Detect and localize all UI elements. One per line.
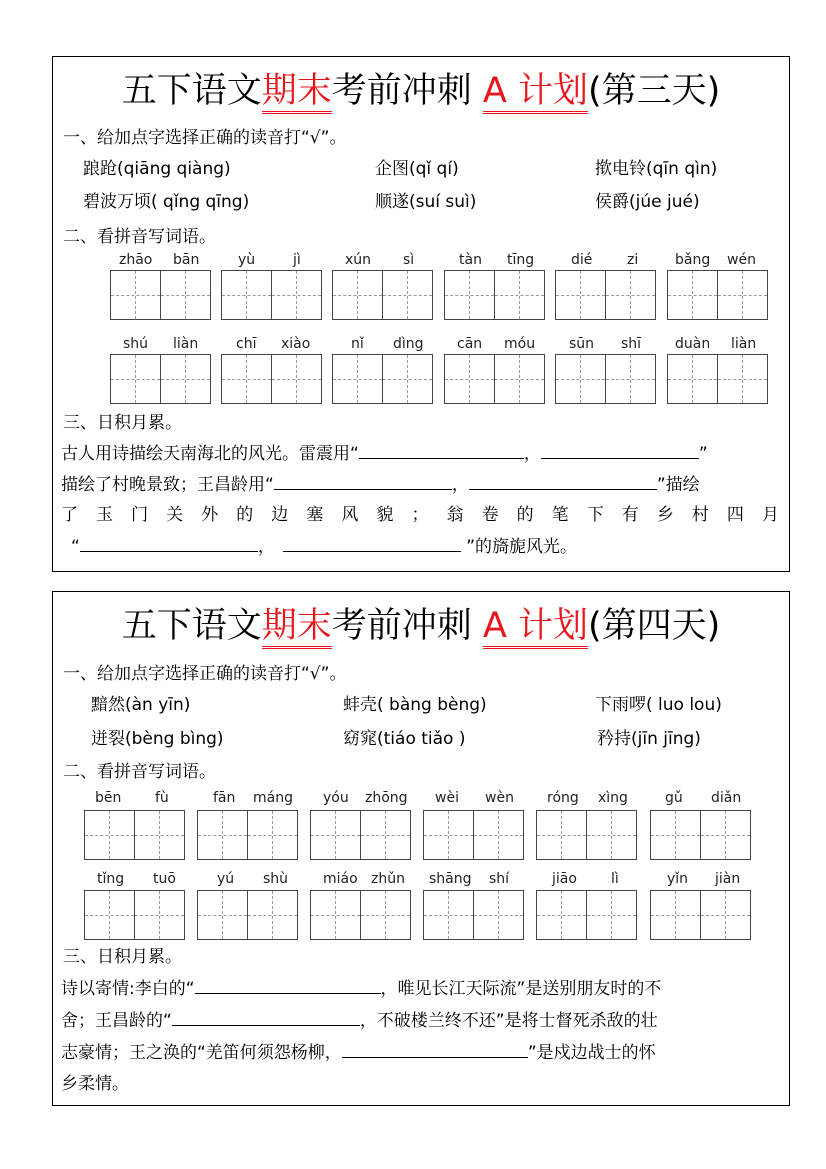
writing-grid[interactable] (332, 270, 433, 320)
char: 卷 (481, 505, 499, 525)
pinyin-label: sì (403, 252, 415, 268)
answer-blank[interactable] (359, 442, 524, 459)
pinyin-label: wèn (485, 790, 514, 806)
section-heading: 三、日积月累。 (63, 947, 182, 967)
fill-in-line (61, 473, 700, 496)
char: 外 (201, 505, 219, 525)
char: 塞 (306, 505, 324, 525)
pinyin-label: wén (727, 252, 756, 268)
pinyin-label: shāng (429, 871, 472, 887)
pinyin-label: jì (293, 252, 301, 268)
pinyin-label: yú (217, 871, 235, 887)
line-text: ， (523, 444, 541, 464)
pinyin-label: xiào (281, 336, 311, 352)
pinyin-label: tàn (459, 252, 482, 268)
pronunciation-option[interactable]: 下雨啰( luo lou) (595, 695, 722, 715)
line-text: 舍；王昌龄的“ (61, 1011, 172, 1031)
pinyin-label: máng (253, 790, 293, 806)
writing-grid[interactable] (667, 270, 768, 320)
pinyin-label: gǔ (665, 790, 683, 806)
title-highlight: 期末 (262, 606, 332, 649)
writing-grid[interactable] (197, 890, 298, 940)
char: ； (411, 505, 429, 525)
line-text: 古人用诗描绘天南海北的风光。雷震用“ (61, 444, 359, 464)
writing-grid[interactable] (221, 354, 322, 404)
pinyin-label: tuō (153, 871, 176, 887)
pinyin-label: zhāo (119, 252, 153, 268)
pinyin-label: shú (123, 336, 149, 352)
char: 貌 (376, 505, 394, 525)
pinyin-label: dìng (393, 336, 424, 352)
pinyin-label: yǐn (667, 871, 689, 887)
pinyin-label: shí (489, 871, 510, 887)
writing-grid[interactable] (650, 810, 751, 860)
pinyin-label: zi (627, 252, 639, 268)
answer-blank[interactable] (469, 473, 657, 490)
char: 的 (516, 505, 534, 525)
pinyin-label: diǎn (711, 790, 742, 806)
fill-in-line (61, 442, 708, 465)
pinyin-label: sūn (569, 336, 595, 352)
title-text: (第三天) (587, 71, 721, 111)
line-text: ， (257, 537, 275, 557)
char: 边 (271, 505, 289, 525)
pinyin-label: nǐ (351, 336, 364, 352)
pinyin-label: shī (621, 336, 642, 352)
pinyin-label: liàn (173, 336, 199, 352)
pinyin-label: xìng (598, 790, 628, 806)
pinyin-label: yóu (323, 790, 349, 806)
title-text: (第四天) (587, 606, 721, 646)
fill-in-line (71, 535, 577, 558)
page-title (53, 69, 789, 113)
pronunciation-option[interactable]: 迸裂(bèng bìng) (91, 729, 224, 749)
writing-grid[interactable] (444, 270, 545, 320)
pinyin-label: bān (173, 252, 200, 268)
title-highlight: 期末 (262, 71, 332, 114)
line-text: ”是戍边战士的怀 (527, 1043, 656, 1063)
char: 玉 (96, 505, 114, 525)
pinyin-label: zhōng (365, 790, 408, 806)
pinyin-label: tǐng (97, 871, 125, 887)
section-heading: 一、给加点字选择正确的读音打“√”。 (63, 664, 347, 684)
char: 门 (131, 505, 149, 525)
pinyin-label: yù (238, 252, 256, 268)
writing-grid[interactable] (110, 354, 211, 404)
line-text: ”的旖旎风光。 (460, 537, 578, 557)
fill-in-line (61, 504, 779, 526)
title-text: 考前冲刺 (331, 71, 483, 111)
title-highlight: A 计划 (483, 71, 588, 114)
answer-blank[interactable] (541, 442, 699, 459)
pinyin-label: duàn (675, 336, 711, 352)
writing-grid[interactable] (423, 890, 524, 940)
char: 四 (726, 505, 744, 525)
writing-grid[interactable] (84, 810, 185, 860)
fill-in-line (61, 1041, 656, 1064)
title-text: 考前冲刺 (331, 606, 483, 646)
pinyin-label: shù (263, 871, 289, 887)
pinyin-label: cān (457, 336, 483, 352)
char: 村 (691, 505, 709, 525)
writing-grid[interactable] (444, 354, 545, 404)
writing-grid[interactable] (536, 890, 637, 940)
writing-grid[interactable] (197, 810, 298, 860)
char: 笔 (551, 505, 569, 525)
fill-in-line (61, 977, 661, 1000)
pinyin-label: dié (571, 252, 593, 268)
writing-grid[interactable] (667, 354, 768, 404)
writing-grid[interactable] (536, 810, 637, 860)
title-text: 五下语文 (121, 71, 262, 111)
pronunciation-option[interactable]: 窈窕(tiáo tiǎo ) (343, 729, 466, 749)
char: 下 (586, 505, 604, 525)
pronunciation-option[interactable]: 侯爵(júe jué) (595, 192, 700, 212)
pronunciation-option[interactable]: 碧波万顷( qǐng qīng) (83, 192, 250, 212)
pinyin-label: jiāo (552, 871, 577, 887)
section-heading: 一、给加点字选择正确的读音打“√”。 (63, 128, 347, 148)
char: 了 (61, 505, 78, 525)
writing-grid[interactable] (423, 810, 524, 860)
char: 风 (341, 505, 359, 525)
char: 月 (761, 505, 779, 525)
fill-in-line: 乡柔情。 (61, 1074, 129, 1094)
writing-grid[interactable] (84, 890, 185, 940)
pinyin-label: róng (547, 790, 579, 806)
title-text: 五下语文 (121, 606, 262, 646)
answer-blank[interactable] (342, 1041, 528, 1058)
answer-blank[interactable] (195, 977, 381, 994)
char: 乡 (656, 505, 674, 525)
pinyin-label: xún (345, 252, 372, 268)
pinyin-label: fù (155, 790, 169, 806)
section-heading: 三、日积月累。 (63, 413, 182, 433)
pinyin-label: chī (236, 336, 257, 352)
writing-grid[interactable] (332, 354, 433, 404)
answer-blank[interactable] (80, 535, 258, 552)
pinyin-label: lì (611, 871, 619, 887)
answer-blank[interactable] (283, 535, 461, 552)
fill-in-line (61, 1009, 658, 1032)
pinyin-label: tīng (507, 252, 535, 268)
answer-blank[interactable] (274, 473, 452, 490)
char: 的 (236, 505, 254, 525)
line-text: “ (71, 537, 80, 557)
pinyin-label: jiàn (715, 871, 741, 887)
worksheet-day4 (52, 591, 790, 1106)
writing-grid[interactable] (555, 270, 656, 320)
writing-grid[interactable] (555, 354, 656, 404)
pinyin-label: fān (213, 790, 236, 806)
line-text: ” (698, 444, 708, 464)
page-title (53, 604, 789, 648)
line-text: ，唯见长江天际流”是送别朋友时的不 (380, 979, 662, 999)
pronunciation-option[interactable]: 蚌壳( bàng bèng) (343, 695, 487, 715)
pinyin-label: liàn (731, 336, 757, 352)
pronunciation-option[interactable]: 矜持(jīn jīng) (597, 729, 701, 749)
line-text: ， (451, 475, 469, 495)
writing-grid[interactable] (310, 810, 411, 860)
line-text: ，不破楼兰终不还”是将士督死杀敌的壮 (359, 1011, 658, 1031)
pronunciation-option[interactable]: 揿电铃(qīn qìn) (595, 159, 718, 179)
pinyin-label: wèi (435, 790, 459, 806)
pinyin-label: móu (504, 336, 536, 352)
char: 关 (166, 505, 184, 525)
pinyin-label: miáo (323, 871, 358, 887)
pinyin-label: bǎng (675, 252, 711, 268)
char: 翁 (446, 505, 464, 525)
pronunciation-option[interactable]: 企图(qǐ qí) (375, 159, 459, 179)
pinyin-label: zhǔn (371, 871, 405, 887)
writing-grid[interactable] (110, 270, 211, 320)
answer-blank[interactable] (172, 1009, 360, 1026)
title-highlight: A 计划 (483, 606, 588, 649)
line-text: ”描绘 (656, 475, 700, 495)
pronunciation-option[interactable]: 黯然(àn yīn) (91, 695, 191, 715)
line-text: 志豪情；王之涣的“羌笛何须怨杨柳， (61, 1043, 342, 1063)
writing-grid[interactable] (650, 890, 751, 940)
section-heading: 二、看拼音写词语。 (63, 227, 216, 247)
writing-grid[interactable] (310, 890, 411, 940)
char: 有 (621, 505, 639, 525)
writing-grid[interactable] (221, 270, 322, 320)
section-heading: 二、看拼音写词语。 (63, 762, 216, 782)
pronunciation-option[interactable]: 顺遂(suí suì) (375, 192, 477, 212)
pronunciation-option[interactable]: 踉跄(qiāng qiàng) (83, 159, 231, 179)
line-text: 描绘了村晚景致；王昌龄用“ (61, 475, 274, 495)
worksheet-day3 (52, 56, 790, 572)
pinyin-label: bēn (95, 790, 122, 806)
line-text: 诗以寄情:李白的“ (61, 979, 195, 999)
